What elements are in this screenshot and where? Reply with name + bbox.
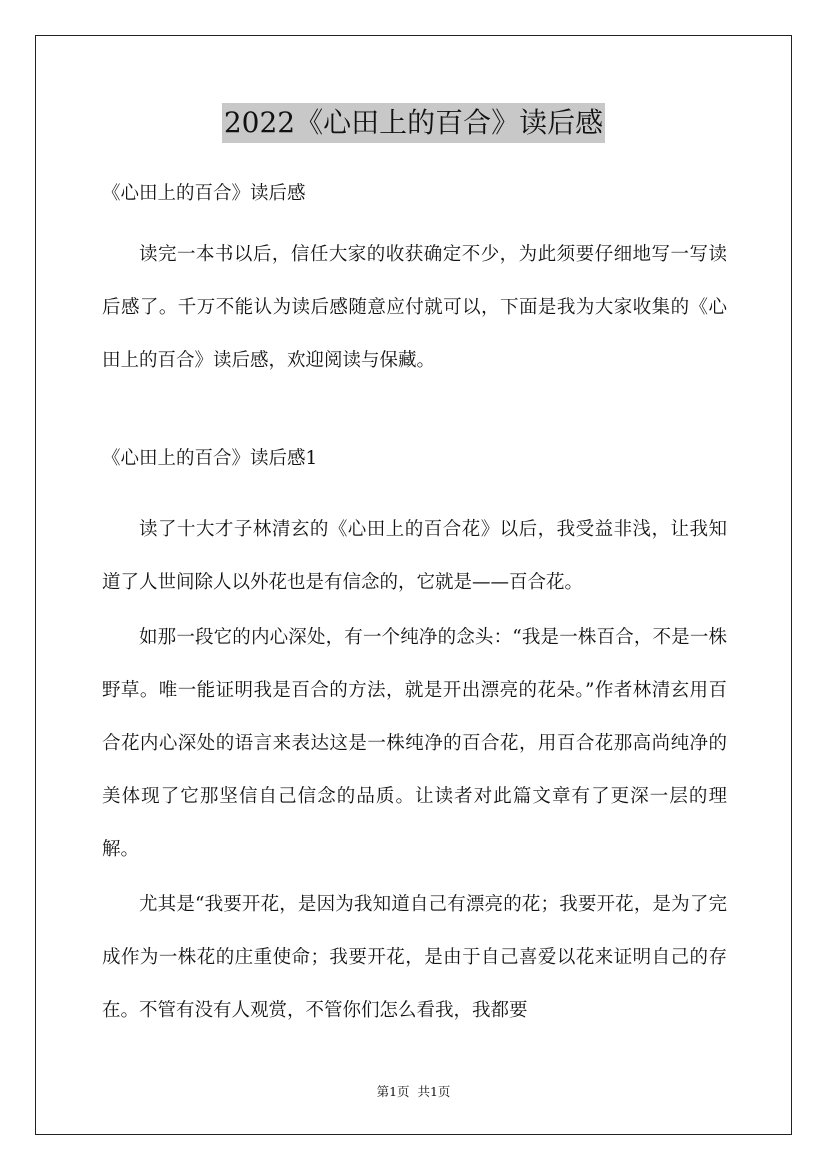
document-title: 2022《心田上的百合》读后感 [222,103,605,143]
section-1-heading: 《心田上的百合》读后感1 [102,448,318,469]
subtitle-heading: 《心田上的百合》读后感 [102,183,306,204]
page-footer: 第1页 共1页 [376,1084,451,1099]
spacer [102,387,727,441]
body-paragraph-1: 读了十大才子林清玄的《心田上的百合花》以后，我受益非浅，让我知道了人世间除人以外花也是有信念的，它就是——百合花。 [102,519,727,593]
document-body [102,176,727,1037]
body-paragraph-2: 如那一段它的内心深处，有一个纯净的念头：“我是一株百合，不是一株野草。唯一能证明我是百合的方法，就是开出漂亮的花朵。”作者林清玄用百合花内心深处的语言来表达这是一株纯净的百合花，用百合花那高尚纯净的美体现了它那坚信自己信念的品质。让读者对此篇文章有了更深一层的理解。 [102,627,727,860]
body-paragraph-3: 尤其是“我要开花，是因为我知道自己有漂亮的花；我要开花，是为了完成作为一株花的庄重使命；我要开花，是由于自己喜爱以花来证明自己的存在。不管有没有人观赏，不管你们怎么看我，我都要 [102,894,727,1021]
title-container [0,103,827,143]
intro-paragraph: 读完一本书以后，信任大家的收获确定不少，为此须要仔细地写一写读后感了。千万不能认为读后感随意应付就可以，下面是我为大家收集的《心田上的百合》读后感，欢迎阅读与保藏。 [102,244,727,371]
